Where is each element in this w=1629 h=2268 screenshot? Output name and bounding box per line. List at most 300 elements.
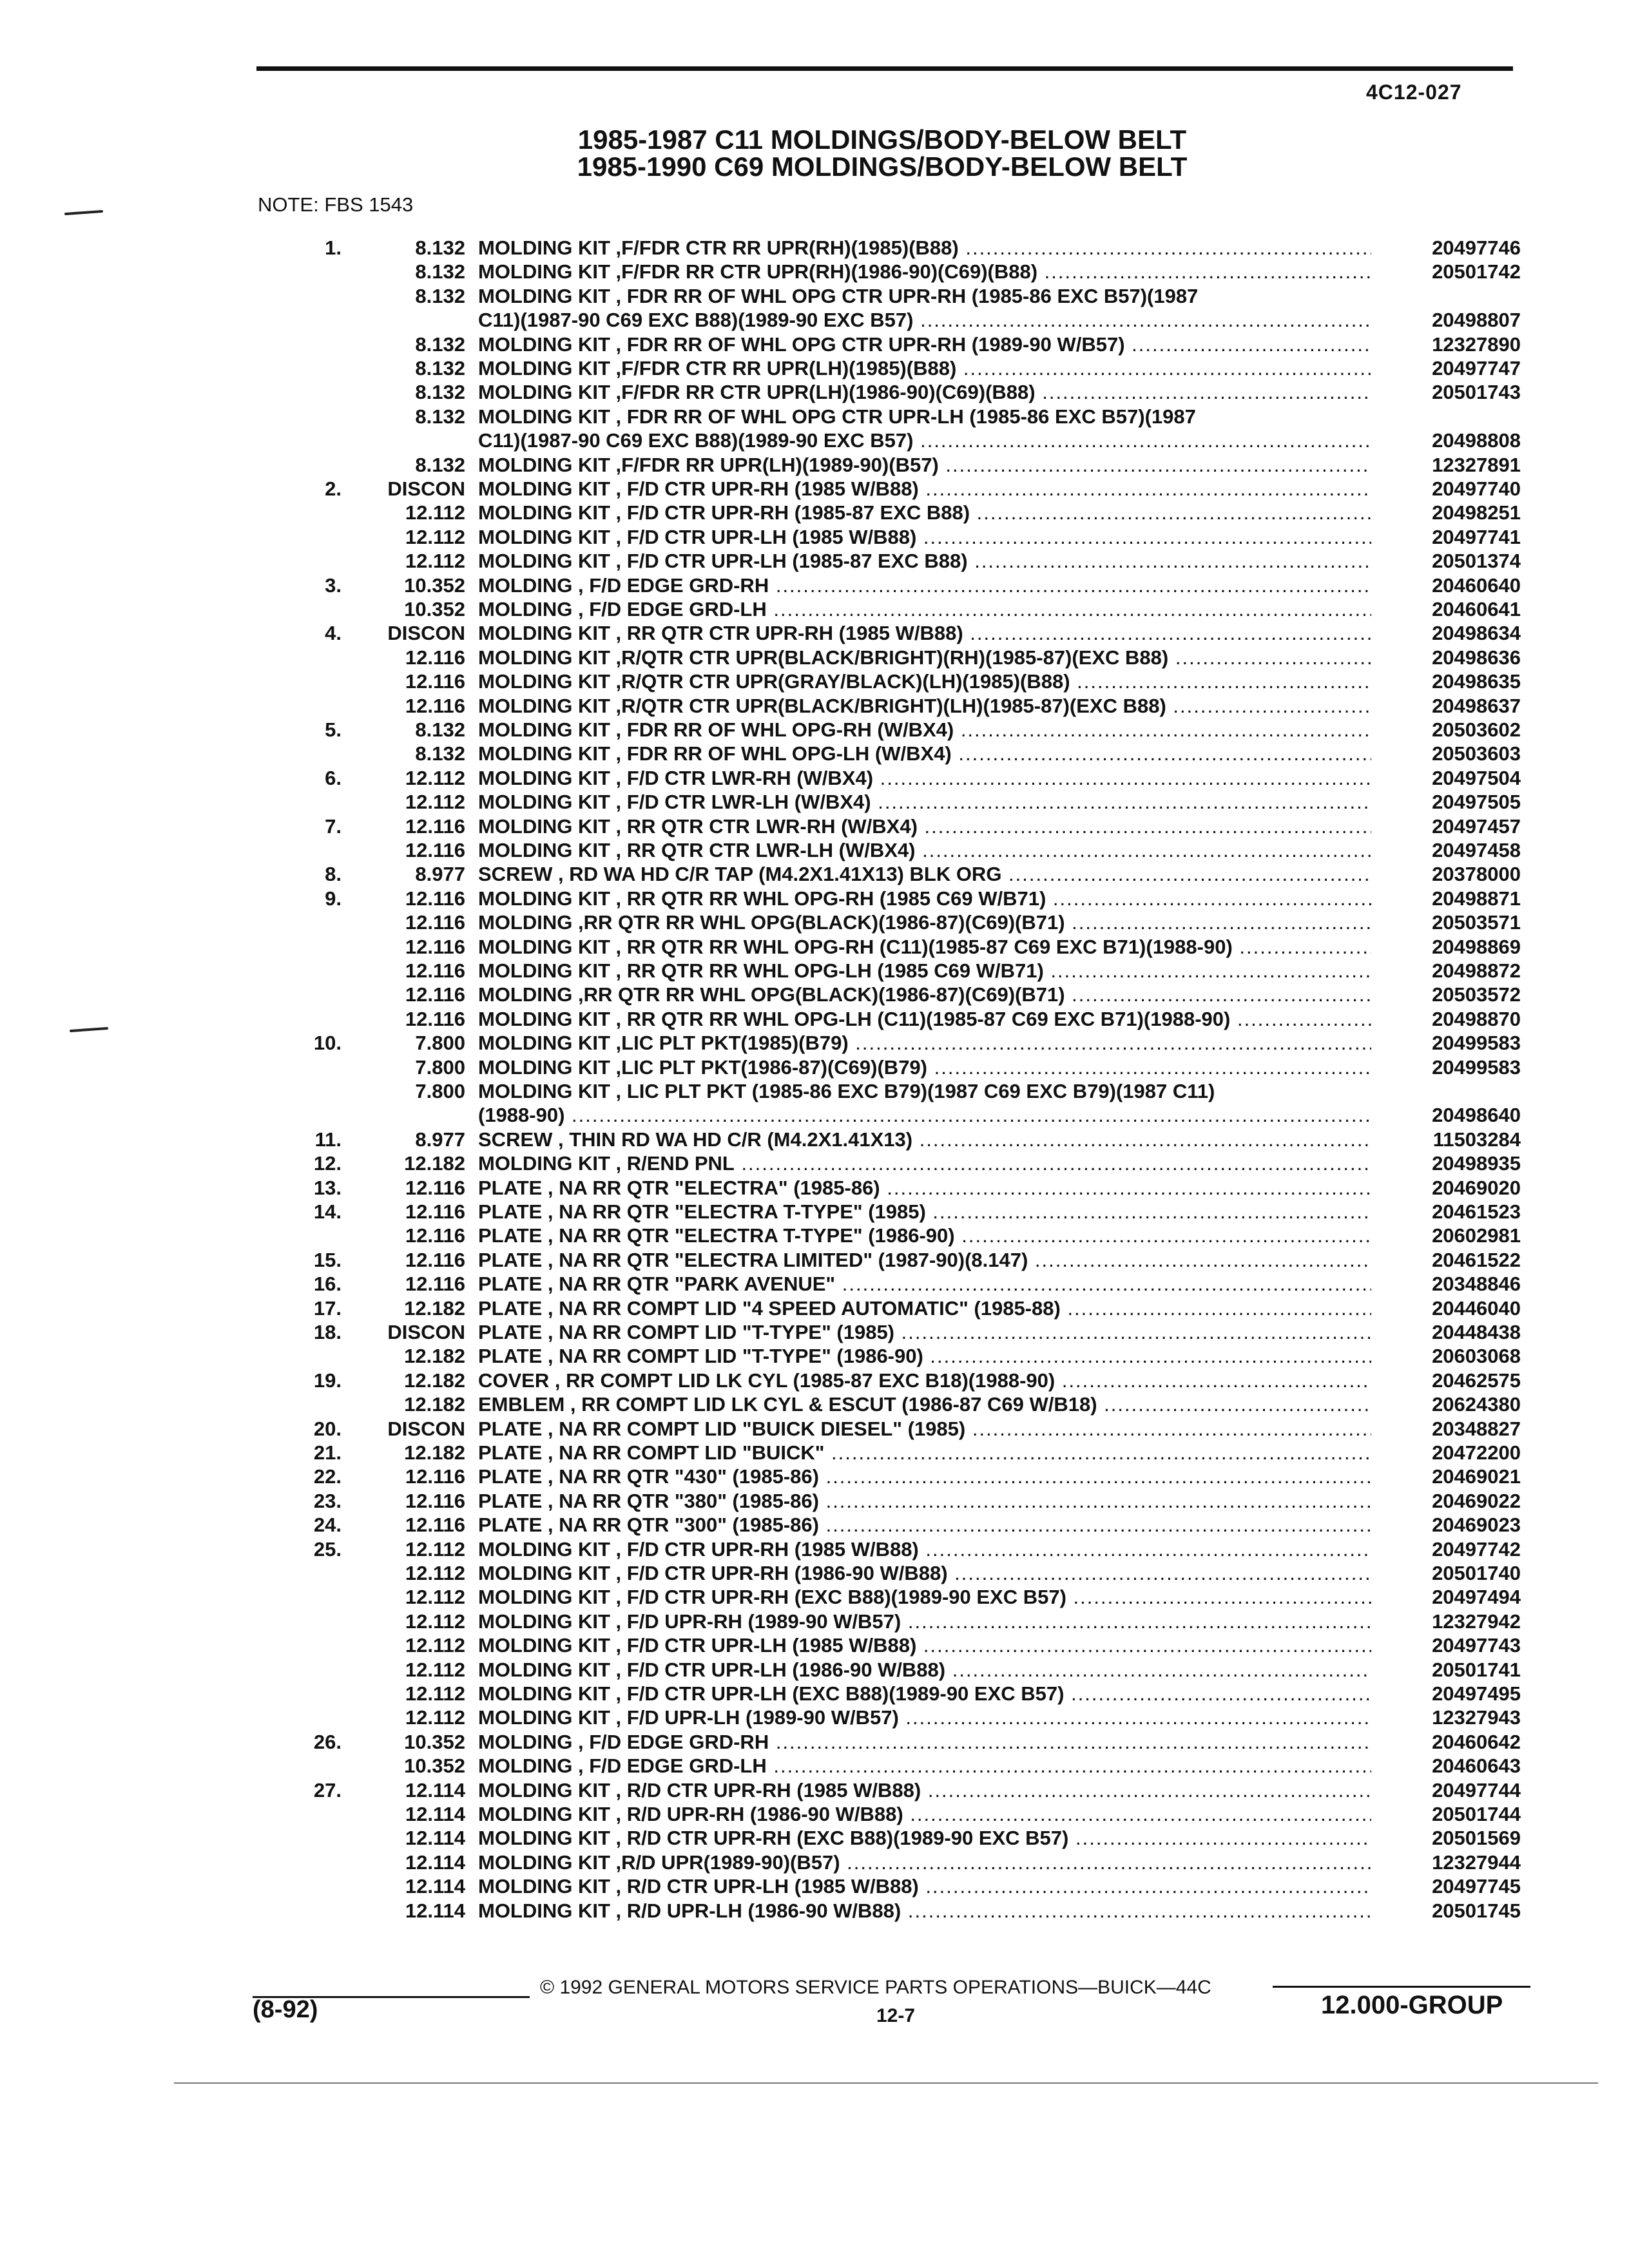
part-description: MOLDING KIT , R/D UPR-LH (1986-90 W/B88) ..... (478, 1899, 1371, 1923)
part-row (0, 742, 1629, 765)
part-number: 20498808 (1432, 429, 1521, 452)
part-number: 20460641 (1432, 598, 1521, 620)
part-number: 20497494 (1432, 1586, 1521, 1609)
part-description: MOLDING KIT , F/D CTR UPR-RH (1985-87 EXC B88) ..... (478, 501, 1371, 524)
part-row (0, 1561, 1629, 1585)
part-number: 20501745 (1432, 1899, 1521, 1922)
item-number: 9. (325, 887, 342, 910)
part-row (0, 646, 1629, 669)
part-row (0, 1850, 1629, 1874)
part-row (0, 573, 1629, 597)
part-description: MOLDING ,RR QTR RR WHL OPG(BLACK)(1986-87)(C69)(B71) ..... (478, 910, 1371, 934)
part-row (0, 549, 1629, 573)
group-label: 12.000-GROUP (1321, 1991, 1503, 2019)
illustration-code: 12.112 (405, 1634, 465, 1657)
part-row (0, 1151, 1629, 1175)
part-number: 20497747 (1432, 357, 1521, 380)
part-number: 20498635 (1432, 670, 1521, 693)
part-number: 20499583 (1432, 1032, 1521, 1055)
scan-artifact (174, 2082, 1598, 2084)
part-description: MOLDING KIT , RR QTR CTR UPR-RH (1985 W/B88) ..... (478, 621, 1371, 645)
part-number: 20498872 (1432, 959, 1521, 982)
part-description: MOLDING KIT , RR QTR RR WHL OPG-RH (1985 C69 W/B71) ..... (478, 887, 1371, 910)
part-row (0, 1079, 1629, 1103)
part-row (0, 1344, 1629, 1368)
illustration-code: 12.112 (405, 1706, 465, 1729)
item-number: 2. (325, 477, 342, 500)
part-row (0, 428, 1629, 452)
item-number: 12. (313, 1152, 342, 1175)
illustration-code: 12.182 (404, 1345, 465, 1368)
part-row (0, 1224, 1629, 1247)
part-row (0, 1103, 1629, 1127)
part-description: EMBLEM , RR COMPT LID LK CYL & ESCUT (1986-87 C69 W/B18) ..... (478, 1392, 1371, 1416)
part-description: MOLDING , F/D EDGE GRD-LH ..... (478, 1754, 1371, 1778)
copyright: © 1992 GENERAL MOTORS SERVICE PARTS OPERATIONS—BUICK—44C (540, 1977, 1211, 1998)
part-description: PLATE , NA RR COMPT LID "T-TYPE" (1985) ..... (478, 1320, 1371, 1344)
part-number: 20501742 (1432, 260, 1521, 284)
part-number: 20378000 (1432, 863, 1521, 886)
part-number: 20498634 (1432, 622, 1521, 645)
illustration-code: 12.114 (405, 1875, 465, 1898)
part-row (0, 525, 1629, 549)
part-row (0, 862, 1629, 886)
illustration-code: 12.182 (404, 1369, 465, 1392)
part-number: 20497505 (1432, 791, 1521, 814)
item-number: 8. (325, 863, 342, 886)
part-row (0, 1730, 1629, 1754)
illustration-code: 12.112 (405, 1586, 465, 1609)
part-row (0, 1248, 1629, 1272)
illustration-code: 10.352 (404, 1730, 465, 1753)
part-row (0, 1826, 1629, 1850)
part-row (0, 260, 1629, 284)
part-number: 20348846 (1432, 1273, 1521, 1296)
illustration-code: 7.800 (415, 1055, 465, 1079)
part-row (0, 1706, 1629, 1729)
part-row (0, 910, 1629, 934)
part-row (0, 1176, 1629, 1200)
part-description: PLATE , NA RR QTR "ELECTRA LIMITED" (1987-90)(8.147) ..... (478, 1248, 1371, 1272)
part-number: 20603068 (1432, 1345, 1521, 1368)
part-number: 20348827 (1432, 1417, 1521, 1440)
part-description: SCREW , RD WA HD C/R TAP (M4.2X1.41X13) BLK ORG ..... (478, 862, 1371, 886)
illustration-code: 12.112 (405, 791, 465, 814)
part-number: 20501743 (1432, 381, 1521, 404)
part-row (0, 1296, 1629, 1320)
illustration-code: 12.116 (405, 887, 465, 910)
illustration-code: 12.112 (405, 1658, 465, 1681)
part-number: 20469022 (1432, 1489, 1521, 1512)
illustration-code: 12.114 (405, 1827, 465, 1850)
illustration-code: 12.182 (404, 1296, 465, 1320)
part-number: 20497457 (1432, 814, 1521, 838)
item-number: 3. (325, 573, 342, 597)
item-number: 6. (325, 766, 342, 789)
part-number: 20498637 (1432, 694, 1521, 717)
part-description: MOLDING KIT , RR QTR RR WHL OPG-LH (C11)(1985-87 C69 EXC B71)(1988-90) ..... (478, 1007, 1371, 1031)
part-description: MOLDING KIT , RR QTR CTR LWR-RH (W/BX4) ..... (478, 814, 1371, 838)
part-description: MOLDING KIT , RR QTR CTR LWR-LH (W/BX4) ..... (478, 838, 1371, 862)
part-number: 20461522 (1432, 1248, 1521, 1271)
part-row (0, 766, 1629, 790)
part-number: 20497744 (1432, 1778, 1521, 1802)
illustration-code: 8.132 (415, 742, 465, 765)
part-description: PLATE , NA RR COMPT LID "BUICK DIESEL" (1985) ..... (478, 1417, 1371, 1441)
part-row (0, 332, 1629, 356)
part-number: 20497743 (1432, 1634, 1521, 1657)
part-row (0, 935, 1629, 959)
part-number: 20501569 (1432, 1827, 1521, 1850)
illustration-code: 12.116 (405, 1007, 465, 1030)
title-line-1: 1985-1987 C11 MOLDINGS/BODY-BELOW BELT (577, 124, 1187, 155)
item-number: 22. (313, 1465, 342, 1488)
illustration-code: 12.116 (405, 670, 465, 693)
part-row (0, 1489, 1629, 1513)
part-row (0, 1778, 1629, 1802)
part-description: MOLDING KIT ,F/FDR CTR RR UPR(LH)(1985)(B88) ..... (478, 356, 1371, 380)
part-description: MOLDING KIT , FDR RR OF WHL OPG CTR UPR-LH (1985-86 EXC B57)(1987 (478, 405, 1196, 428)
part-description: PLATE , NA RR QTR "PARK AVENUE" ..... (478, 1272, 1371, 1296)
part-row (0, 1128, 1629, 1151)
illustration-code: 12.116 (405, 1200, 465, 1223)
illustration-code: 8.132 (415, 332, 465, 356)
item-number: 18. (313, 1321, 342, 1343)
item-number: 5. (325, 718, 342, 741)
part-description: MOLDING KIT , F/D CTR UPR-RH (1985 W/B88) ..... (478, 477, 1371, 501)
part-description: MOLDING KIT ,R/QTR CTR UPR(BLACK/BRIGHT)(LH)(1985-87)(EXC B88) ..... (478, 694, 1371, 718)
illustration-code: 12.116 (405, 1176, 465, 1199)
part-description: MOLDING KIT , F/D CTR UPR-RH (1986-90 W/B88) ..... (478, 1561, 1371, 1585)
part-description: MOLDING KIT , R/END PNL ..... (478, 1151, 1371, 1175)
part-number: 20497740 (1432, 477, 1521, 500)
part-number: 20624380 (1432, 1393, 1521, 1416)
part-number: 20602981 (1432, 1224, 1521, 1247)
illustration-code: 12.116 (405, 1273, 465, 1296)
item-number: 21. (313, 1441, 342, 1464)
illustration-code: 8.132 (415, 284, 465, 307)
item-number: 20. (313, 1417, 342, 1440)
part-description: MOLDING KIT , F/D UPR-LH (1989-90 W/B57) ..... (478, 1706, 1371, 1729)
part-description: MOLDING KIT , F/D CTR UPR-LH (1985-87 EXC B88) ..... (478, 549, 1371, 573)
part-description: MOLDING KIT , FDR RR OF WHL OPG CTR UPR-RH (1989-90 W/B57) ..... (478, 332, 1371, 356)
illustration-code: 8.977 (415, 1128, 465, 1151)
part-number: 20497746 (1432, 236, 1521, 259)
illustration-code: 12.114 (405, 1850, 465, 1874)
part-row (0, 718, 1629, 742)
part-number: 20461523 (1432, 1200, 1521, 1223)
part-row (0, 621, 1629, 645)
part-description: MOLDING , F/D EDGE GRD-RH ..... (478, 573, 1371, 597)
illustration-code: 12.112 (405, 766, 465, 789)
part-row (0, 1899, 1629, 1923)
part-description: MOLDING KIT ,F/FDR RR UPR(LH)(1989-90)(B57) ..... (478, 453, 1371, 477)
illustration-code: 12.114 (405, 1899, 465, 1922)
part-number: 20498935 (1432, 1152, 1521, 1175)
illustration-code: 10.352 (404, 1754, 465, 1778)
part-number: 20460642 (1432, 1730, 1521, 1753)
part-row (0, 1874, 1629, 1898)
part-number: 20469021 (1432, 1465, 1521, 1488)
part-description: MOLDING KIT ,F/FDR RR CTR UPR(LH)(1986-90)(C69)(B88) ..... (478, 380, 1371, 404)
part-row (0, 1658, 1629, 1682)
part-row (0, 1320, 1629, 1344)
illustration-code: DISCON (387, 477, 465, 500)
illustration-code: 12.116 (405, 1489, 465, 1512)
part-description: MOLDING KIT , LIC PLT PKT (1985-86 EXC B79)(1987 C69 EXC B79)(1987 C11) (478, 1080, 1215, 1102)
item-number: 24. (313, 1514, 342, 1537)
part-number: 20446040 (1432, 1296, 1521, 1320)
part-description: PLATE , NA RR QTR "380" (1985-86) ..... (478, 1489, 1371, 1513)
part-number: 20498807 (1432, 309, 1521, 332)
part-description: MOLDING KIT , F/D CTR UPR-LH (1985 W/B88) ..... (478, 1633, 1371, 1657)
part-number: 20501744 (1432, 1803, 1521, 1825)
part-description: MOLDING KIT , F/D CTR UPR-RH (1985 W/B88) ..... (478, 1537, 1371, 1561)
illustration-code: 10.352 (404, 598, 465, 620)
part-row (0, 1513, 1629, 1537)
part-row (0, 1633, 1629, 1657)
date-code: (8-92) (253, 1996, 318, 2023)
part-row (0, 356, 1629, 380)
part-description: COVER , RR COMPT LID LK CYL (1985-87 EXC B18)(1988-90) ..... (478, 1369, 1371, 1392)
part-row (0, 1031, 1629, 1055)
illustration-code: 8.132 (415, 453, 465, 476)
part-description: MOLDING KIT , F/D UPR-RH (1989-90 W/B57) ..... (478, 1610, 1371, 1633)
illustration-code: 12.116 (405, 1465, 465, 1488)
illustration-code: 8.132 (415, 718, 465, 741)
illustration-code: 12.112 (405, 1610, 465, 1633)
illustration-code: 12.112 (405, 525, 465, 548)
item-number: 13. (313, 1176, 342, 1199)
part-number: 20497741 (1432, 525, 1521, 548)
part-number: 20503572 (1432, 983, 1521, 1006)
item-number: 1. (325, 236, 342, 259)
illustration-code: 12.112 (405, 501, 465, 524)
footer-rule-right (1273, 1986, 1530, 1988)
illustration-code: 12.116 (405, 935, 465, 958)
part-description: SCREW , THIN RD WA HD C/R (M4.2X1.41X13) ..... (478, 1128, 1371, 1151)
part-description: MOLDING KIT ,R/QTR CTR UPR(BLACK/BRIGHT)(RH)(1985-87)(EXC B88) ..... (478, 646, 1371, 669)
item-number: 7. (325, 814, 342, 838)
part-number: 20469020 (1432, 1176, 1521, 1199)
illustration-code: 12.116 (405, 983, 465, 1006)
illustration-code: 12.116 (405, 1514, 465, 1537)
part-description: MOLDING , F/D EDGE GRD-LH ..... (478, 597, 1371, 621)
item-number: 14. (313, 1200, 342, 1223)
illustration-code: 7.800 (415, 1080, 465, 1102)
part-row (0, 1754, 1629, 1778)
item-number: 15. (313, 1248, 342, 1271)
part-row (0, 1682, 1629, 1706)
part-description: MOLDING KIT , F/D CTR LWR-LH (W/BX4) ..... (478, 790, 1371, 814)
part-number: 20497745 (1432, 1875, 1521, 1898)
illustration-code: 12.112 (405, 550, 465, 573)
illustration-code: 12.182 (404, 1393, 465, 1416)
part-description: MOLDING KIT , F/D CTR UPR-LH (EXC B88)(1989-90 EXC B57) ..... (478, 1682, 1371, 1706)
part-number: 20497742 (1432, 1537, 1521, 1561)
part-row (0, 1369, 1629, 1392)
illustration-code: 12.182 (404, 1441, 465, 1464)
part-number: 12327943 (1432, 1706, 1521, 1729)
part-row (0, 1465, 1629, 1488)
item-number: 11. (314, 1128, 342, 1151)
illustration-code: 8.132 (415, 357, 465, 380)
part-row (0, 838, 1629, 862)
part-row (0, 1585, 1629, 1609)
illustration-code: 8.977 (415, 863, 465, 886)
illustration-code: 12.116 (405, 694, 465, 717)
part-row (0, 1392, 1629, 1416)
item-number: 10. (313, 1032, 342, 1055)
part-row (0, 814, 1629, 838)
part-description: PLATE , NA RR COMPT LID "BUICK" ..... (478, 1441, 1371, 1465)
illustration-code: DISCON (387, 1417, 465, 1440)
part-description: MOLDING KIT ,R/QTR CTR UPR(GRAY/BLACK)(LH)(1985)(B88) ..... (478, 669, 1371, 693)
part-number: 20498870 (1432, 1007, 1521, 1030)
part-description: MOLDING KIT , FDR RR OF WHL OPG-LH (W/BX4) ..... (478, 742, 1371, 765)
part-row (0, 669, 1629, 693)
part-number: 20499583 (1432, 1055, 1521, 1079)
part-row (0, 1441, 1629, 1465)
part-description: PLATE , NA RR QTR "ELECTRA" (1985-86) ..... (478, 1176, 1371, 1200)
illustration-code: 7.800 (415, 1032, 465, 1055)
part-description: MOLDING KIT , RR QTR RR WHL OPG-RH (C11)(1985-87 C69 EXC B71)(1988-90) ..... (478, 935, 1371, 959)
part-row (0, 477, 1629, 501)
part-description: MOLDING KIT , R/D UPR-RH (1986-90 W/B88) ..... (478, 1802, 1371, 1826)
part-row (0, 694, 1629, 718)
illustration-code: 8.132 (415, 236, 465, 259)
part-description: MOLDING KIT , R/D CTR UPR-LH (1985 W/B88) ..... (478, 1874, 1371, 1898)
item-number: 26. (313, 1730, 342, 1753)
part-row (0, 1610, 1629, 1633)
part-description: MOLDING KIT , F/D CTR UPR-RH (EXC B88)(1989-90 EXC B57) ..... (478, 1585, 1371, 1609)
part-description: C11)(1987-90 C69 EXC B88)(1989-90 EXC B57) ..... (478, 308, 1371, 332)
part-description: MOLDING KIT ,R/D UPR(1989-90)(B57) ..... (478, 1850, 1371, 1874)
part-row (0, 959, 1629, 983)
part-description: MOLDING KIT , F/D CTR UPR-LH (1986-90 W/B88) ..... (478, 1658, 1371, 1682)
illustration-code: 12.116 (405, 959, 465, 982)
page-code: 4C12-027 (1366, 81, 1462, 104)
part-number: 20503571 (1432, 911, 1521, 934)
item-number: 17. (313, 1296, 342, 1320)
part-description: MOLDING KIT , F/D CTR UPR-LH (1985 W/B88) ..... (478, 525, 1371, 549)
part-number: 20472200 (1432, 1441, 1521, 1464)
part-description: MOLDING KIT ,LIC PLT PKT(1985)(B79) ..... (478, 1031, 1371, 1055)
part-description: MOLDING KIT , R/D CTR UPR-RH (1985 W/B88) ..... (478, 1778, 1371, 1802)
part-number: 20498871 (1432, 887, 1521, 910)
part-row (0, 597, 1629, 621)
part-number: 20503602 (1432, 718, 1521, 741)
illustration-code: 12.116 (405, 814, 465, 838)
title-line-2: 1985-1990 C69 MOLDINGS/BODY-BELOW BELT (577, 151, 1188, 182)
part-number: 20501740 (1432, 1562, 1521, 1584)
part-row (0, 1802, 1629, 1826)
item-number: 25. (313, 1537, 342, 1561)
illustration-code: 8.132 (415, 260, 465, 284)
part-number: 20501374 (1432, 550, 1521, 573)
illustration-code: 12.116 (405, 911, 465, 934)
part-row (0, 790, 1629, 814)
part-number: 20501741 (1432, 1658, 1521, 1681)
part-number: 20460640 (1432, 573, 1521, 597)
part-row (0, 236, 1629, 260)
part-description: PLATE , NA RR QTR "300" (1985-86) ..... (478, 1513, 1371, 1537)
part-row (0, 380, 1629, 404)
part-description: MOLDING KIT ,F/FDR CTR RR UPR(RH)(1985)(B88) ..... (478, 236, 1371, 260)
part-number: 20462575 (1432, 1369, 1521, 1392)
part-description: MOLDING KIT ,LIC PLT PKT(1986-87)(C69)(B79) ..... (478, 1055, 1371, 1079)
illustration-code: 12.112 (405, 1537, 465, 1561)
part-number: 11503284 (1432, 1128, 1521, 1151)
part-number: 20497504 (1432, 766, 1521, 789)
part-number: 12327891 (1432, 453, 1521, 476)
part-number: 12327944 (1432, 1850, 1521, 1874)
part-description: MOLDING , F/D EDGE GRD-RH ..... (478, 1730, 1371, 1754)
part-number: 20498640 (1432, 1104, 1521, 1127)
item-number: 19. (313, 1369, 342, 1392)
part-number: 20498251 (1432, 501, 1521, 524)
part-row (0, 1055, 1629, 1079)
illustration-code: 12.114 (405, 1778, 465, 1802)
part-row (0, 1200, 1629, 1224)
part-description: PLATE , NA RR QTR "ELECTRA T-TYPE" (1986-90) ..... (478, 1224, 1371, 1247)
part-row (0, 453, 1629, 477)
illustration-code: 12.116 (405, 646, 465, 669)
part-number: 20460643 (1432, 1754, 1521, 1778)
part-description: MOLDING KIT , F/D CTR LWR-RH (W/BX4) ..... (478, 766, 1371, 790)
part-row (0, 1417, 1629, 1441)
part-description: PLATE , NA RR COMPT LID "T-TYPE" (1986-90) ..... (478, 1344, 1371, 1368)
part-description: (1988-90) ..... (478, 1103, 1371, 1127)
illustration-code: 12.112 (405, 1682, 465, 1705)
part-description: PLATE , NA RR QTR "430" (1985-86) ..... (478, 1465, 1371, 1488)
part-row (0, 1272, 1629, 1296)
part-description: C11)(1987-90 C69 EXC B88)(1989-90 EXC B57) ..... (478, 428, 1371, 452)
part-row (0, 983, 1629, 1006)
item-number: 27. (313, 1778, 342, 1802)
part-description: MOLDING KIT , FDR RR OF WHL OPG CTR UPR-RH (1985-86 EXC B57)(1987 (478, 284, 1199, 307)
part-description: MOLDING KIT , RR QTR RR WHL OPG-LH (1985 C69 W/B71) ..... (478, 959, 1371, 983)
item-number: 4. (325, 622, 342, 645)
illustration-code: 8.132 (415, 405, 465, 428)
illustration-code: 12.112 (405, 1562, 465, 1584)
part-description: MOLDING ,RR QTR RR WHL OPG(BLACK)(1986-87)(C69)(B71) ..... (478, 983, 1371, 1006)
part-number: 20498636 (1432, 646, 1521, 669)
illustration-code: 12.116 (405, 839, 465, 861)
part-row (0, 1537, 1629, 1561)
part-row (0, 405, 1629, 428)
part-row (0, 501, 1629, 524)
item-number: 23. (313, 1489, 342, 1512)
note: NOTE: FBS 1543 (258, 193, 414, 216)
part-description: MOLDING KIT , FDR RR OF WHL OPG-RH (W/BX4) ..... (478, 718, 1371, 742)
item-number: 16. (313, 1273, 342, 1296)
illustration-code: 12.116 (405, 1224, 465, 1247)
part-description: MOLDING KIT , R/D CTR UPR-RH (EXC B88)(1989-90 EXC B57) ..... (478, 1826, 1371, 1850)
illustration-code: DISCON (387, 1321, 465, 1343)
illustration-code: 8.132 (415, 381, 465, 404)
part-number: 20498869 (1432, 935, 1521, 958)
part-row (0, 308, 1629, 332)
part-number: 12327890 (1432, 332, 1521, 356)
part-number: 20448438 (1432, 1321, 1521, 1343)
page-number: 12-7 (876, 2005, 916, 2026)
part-number: 20497458 (1432, 839, 1521, 861)
part-number: 20469023 (1432, 1514, 1521, 1537)
part-row (0, 1007, 1629, 1031)
part-row (0, 887, 1629, 910)
part-number: 20497495 (1432, 1682, 1521, 1705)
